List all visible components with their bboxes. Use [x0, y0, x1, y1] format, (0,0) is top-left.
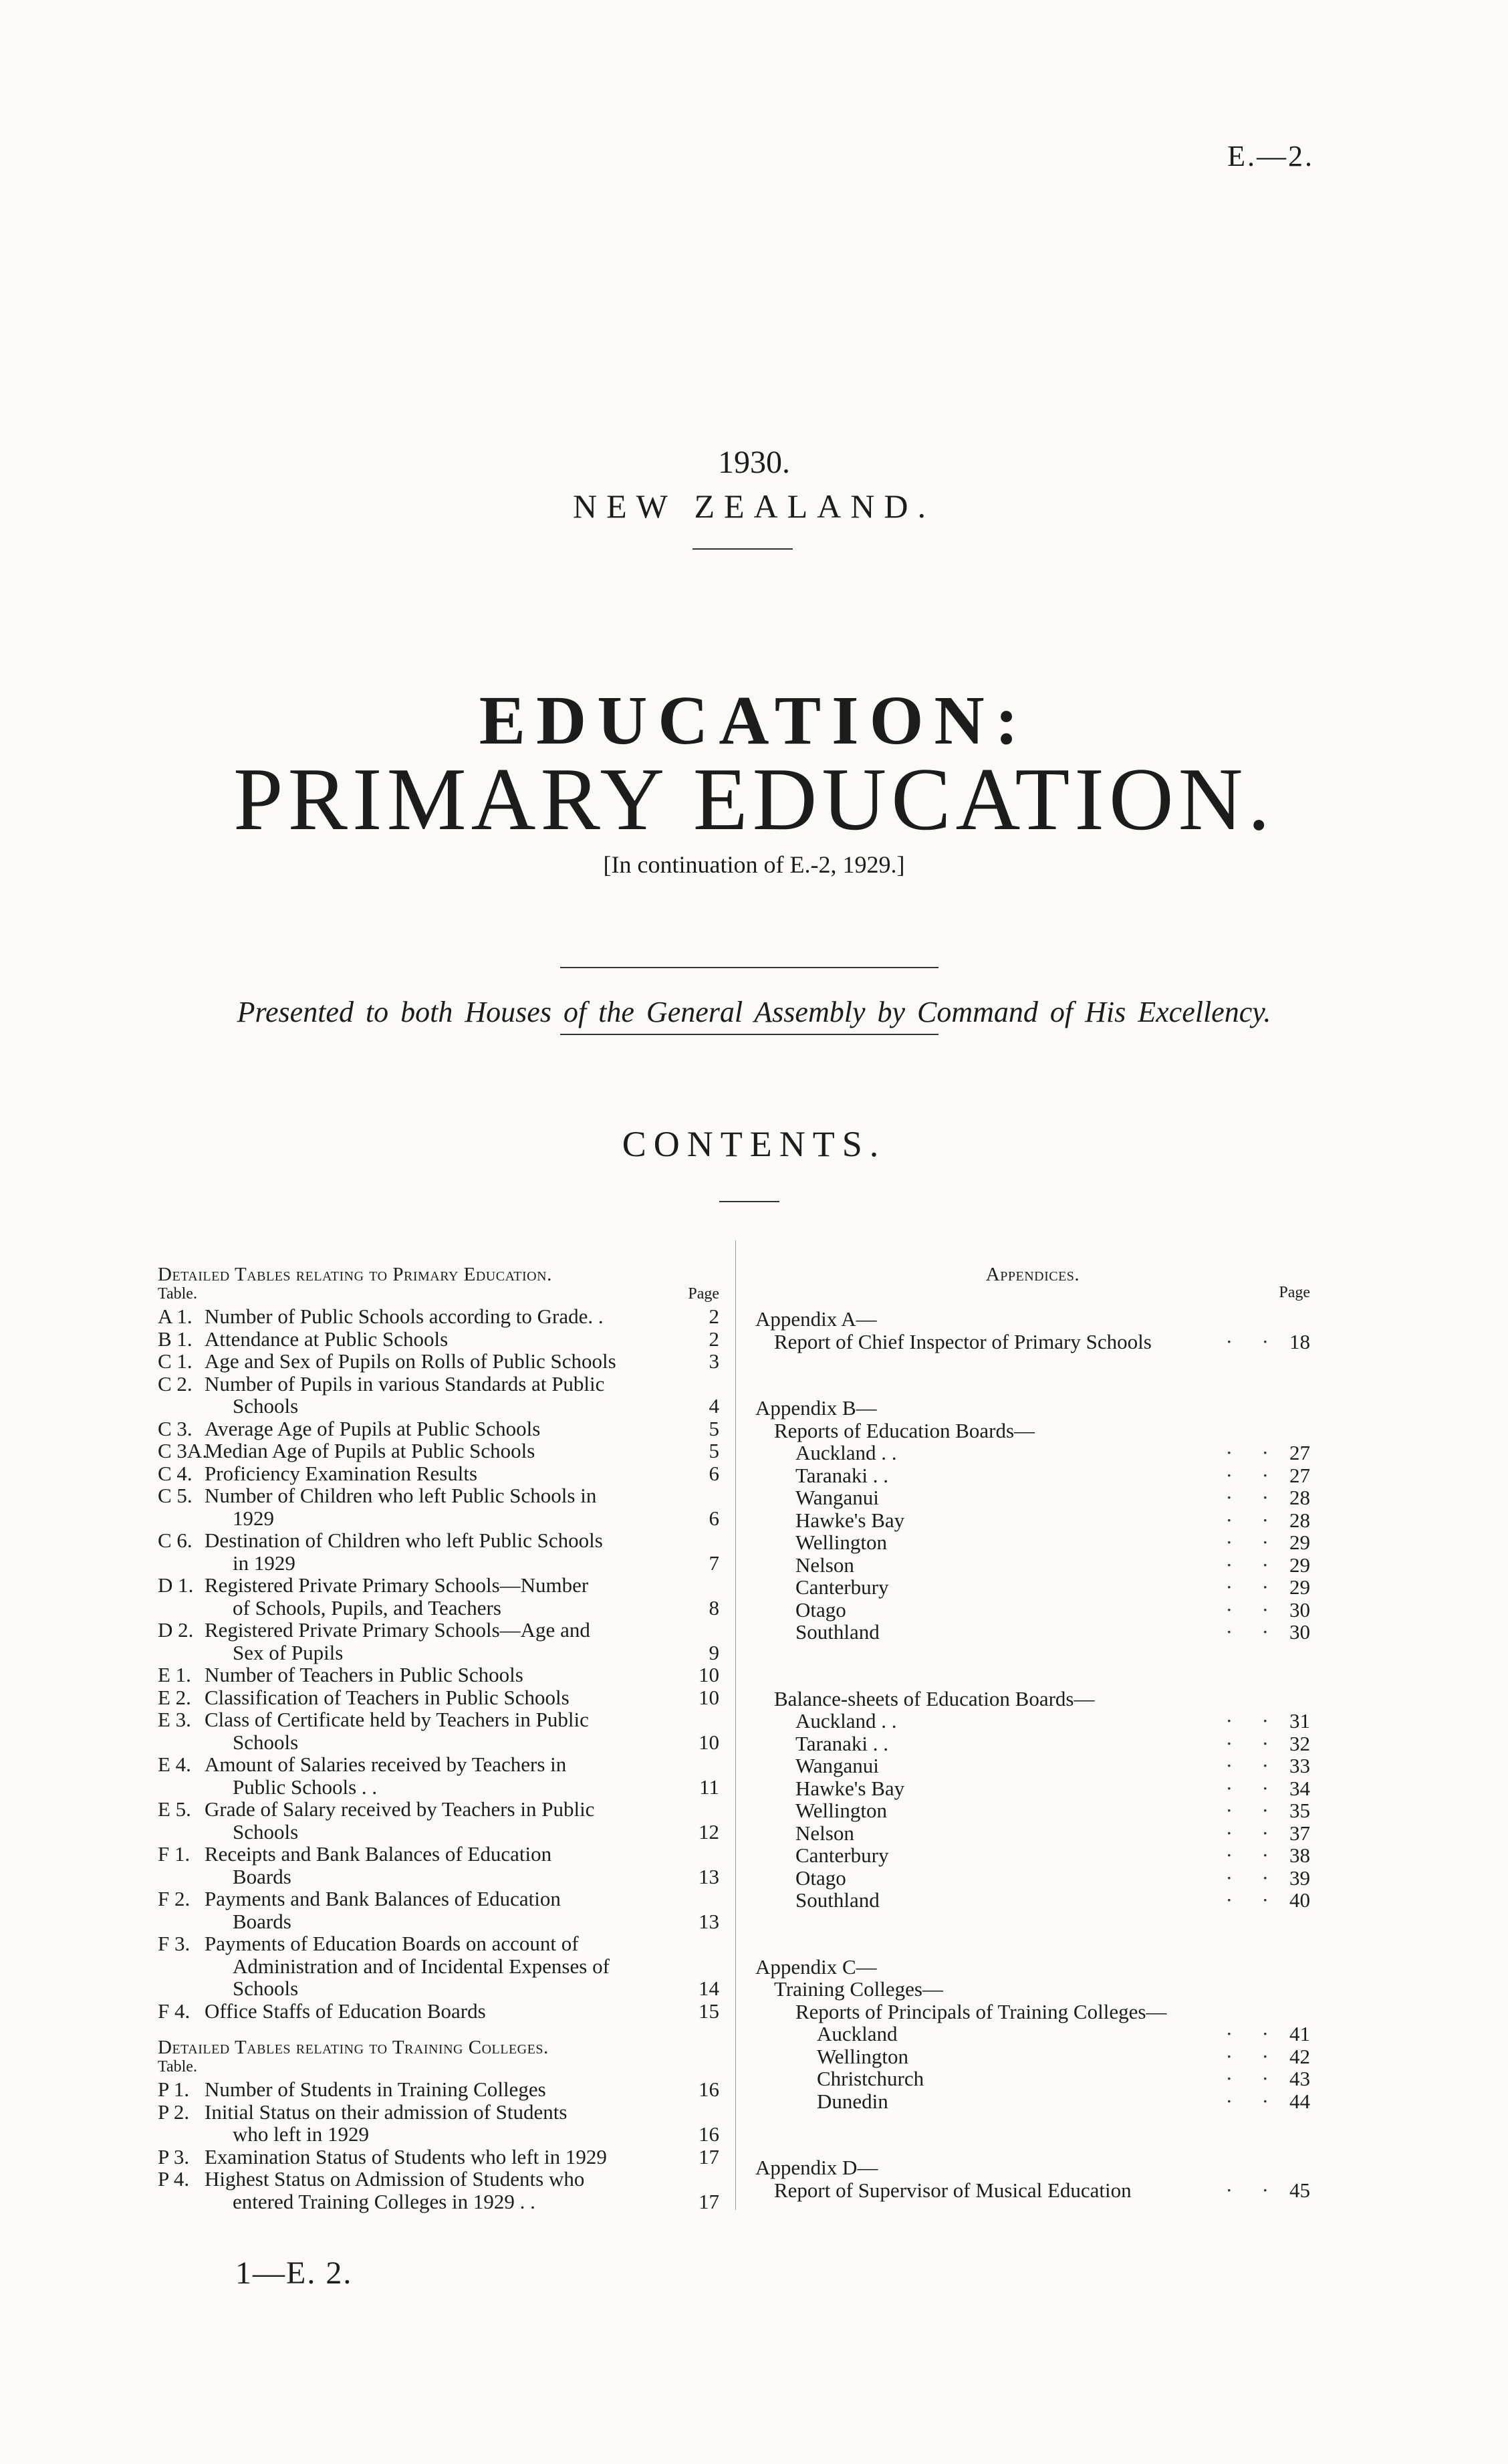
table-code: C 3.: [158, 1416, 193, 1440]
table-code: C 2.: [158, 1371, 193, 1395]
leader-dots: · ·: [1225, 1553, 1281, 1577]
page-label: Page: [1279, 1284, 1310, 1301]
table-row: [158, 1821, 719, 1843]
table-code: A 1.: [158, 1305, 193, 1328]
page-label: Page: [688, 1285, 719, 1303]
appendix-text: Wellington: [795, 1799, 887, 1822]
contents-heading: CONTENTS.: [622, 1124, 886, 1164]
page-number: 2: [709, 1305, 719, 1328]
table-row: [158, 1529, 719, 1552]
leader-dots: · ·: [1225, 1843, 1281, 1867]
table-title: entered Training Colleges in 1929 . .: [233, 2189, 535, 2213]
appendix-row: [755, 1331, 1310, 1353]
leader-dots: · ·: [1225, 1866, 1281, 1890]
table-row: [158, 1305, 719, 1328]
table-row: [158, 1328, 719, 1351]
page-number: 41: [1289, 2022, 1310, 2045]
section-title-training: Detailed Tables relating to Training Colleges.: [158, 2037, 549, 2058]
appendix-text: Report of Chief Inspector of Primary Schools: [774, 1329, 1152, 1353]
table-title: Registered Private Primary Schools—Age and: [205, 1618, 590, 1642]
appendix-text: Hawke's Bay: [795, 1508, 905, 1532]
page-number: 8: [709, 1595, 719, 1619]
leader-dots: · ·: [1225, 1508, 1281, 1532]
table-row: [158, 1866, 719, 1888]
table-row: [158, 1708, 719, 1731]
appendix-row: [755, 2067, 1310, 2090]
table-row: [158, 2000, 719, 2023]
leader-dots: · ·: [1225, 1620, 1281, 1644]
table-row: [158, 1686, 719, 1709]
table-title: Examination Status of Students who left in 1929: [205, 2144, 607, 2168]
leader-dots: · ·: [1225, 2089, 1281, 2113]
table-title: Boards: [233, 1864, 291, 1888]
table-code: E 2.: [158, 1685, 191, 1709]
divider: [560, 1034, 938, 1035]
appendix-text: Auckland . .: [795, 1709, 897, 1732]
table-title: Payments and Bank Balances of Education: [205, 1887, 561, 1910]
appendix-text: Christchurch: [817, 2067, 924, 2090]
table-row: [158, 1977, 719, 2000]
page-number: 13: [699, 1909, 719, 1933]
table-row: [158, 1843, 719, 1866]
table-title: Destination of Children who left Public Schools: [205, 1529, 603, 1552]
table-row: [158, 2123, 719, 2146]
appendix-text: Reports of Education Boards—: [774, 1418, 1035, 1442]
appendix-row: [755, 1397, 1310, 1420]
appendix-text: Reports of Principals of Training Colleges—: [795, 1999, 1167, 2023]
page-number: 30: [1289, 1597, 1310, 1621]
table-row: [158, 1484, 719, 1507]
leader-dots: · ·: [1225, 1463, 1281, 1487]
table-row: [158, 1597, 719, 1619]
page-number: 5: [709, 1416, 719, 1440]
table-row: [158, 1462, 719, 1485]
contents-right-column: [755, 1264, 1310, 2207]
page-number: 40: [1289, 1888, 1310, 1912]
table-title: Class of Certificate held by Teachers in Public: [205, 1708, 589, 1731]
table-title: 1929: [233, 1506, 274, 1530]
leader-dots: · ·: [1225, 1888, 1281, 1912]
page-number: 5: [709, 1439, 719, 1462]
table-title: Attendance at Public Schools: [205, 1327, 449, 1351]
table-code: F 3.: [158, 1932, 191, 1955]
appendix-text: Auckland . .: [795, 1441, 897, 1464]
page-number: 15: [699, 1999, 719, 2023]
leader-dots: · ·: [1225, 1597, 1281, 1621]
table-code: E 5.: [158, 1797, 191, 1821]
page-number: 44: [1289, 2089, 1310, 2113]
table-title: Number of Pupils in various Standards at Public: [205, 1371, 605, 1395]
appendix-text: Hawke's Bay: [795, 1776, 905, 1800]
country: NEW ZEALAND.: [573, 487, 935, 525]
page-number: 37: [1289, 1821, 1310, 1845]
page-number: 7: [709, 1551, 719, 1575]
table-code: F 1.: [158, 1842, 191, 1866]
table-row: [158, 1418, 719, 1440]
page-number: 29: [1289, 1553, 1310, 1577]
appendix-text: Otago: [795, 1597, 846, 1621]
table-title: Sex of Pupils: [233, 1640, 344, 1664]
appendix-row: [755, 1599, 1310, 1621]
leader-dots: · ·: [1225, 1441, 1281, 1464]
table-code: D 1.: [158, 1573, 194, 1597]
appendix-row: [755, 2045, 1310, 2068]
appendix-text: Nelson: [795, 1553, 854, 1577]
leader-dots: · ·: [1225, 2178, 1281, 2202]
appendix-text: Appendix C—: [755, 1954, 877, 1979]
page-number: 11: [699, 1775, 719, 1799]
table-title: Number of Children who left Public Schools in: [205, 1484, 597, 1507]
table-code: F 2.: [158, 1887, 191, 1910]
table-row: [158, 1619, 719, 1642]
table-row: [158, 1574, 719, 1597]
page-number: 42: [1289, 2044, 1310, 2068]
appendix-row: [755, 1799, 1310, 1822]
page-number: 10: [699, 1730, 719, 1754]
table-row: [158, 1507, 719, 1530]
table-row: [158, 1798, 719, 1821]
table-code: E 3.: [158, 1708, 191, 1731]
table-code: P 2.: [158, 2100, 190, 2124]
divider: [560, 967, 938, 968]
table-row: [158, 1395, 719, 1418]
table-row: [158, 2191, 719, 2213]
table-row: [158, 1552, 719, 1575]
appendix-text: Canterbury: [795, 1843, 889, 1867]
appendix-row: [755, 1822, 1310, 1845]
appendix-row: [755, 1464, 1310, 1487]
table-title: Number of Public Schools according to Grade. .: [205, 1305, 604, 1328]
table-code: C 5.: [158, 1484, 193, 1507]
page-number: 9: [709, 1640, 719, 1664]
appendix-text: Wanganui: [795, 1486, 879, 1509]
appendix-row: [755, 1509, 1310, 1532]
table-title: Number of Students in Training Colleges: [205, 2078, 546, 2101]
appendix-text: Dunedin: [817, 2089, 888, 2113]
page-number: 6: [709, 1461, 719, 1485]
table-row: [158, 1373, 719, 1395]
table-title: Median Age of Pupils at Public Schools: [205, 1439, 535, 1462]
page-number: 18: [1289, 1329, 1310, 1353]
table-code: C 3A.: [158, 1439, 208, 1462]
appendix-row: [755, 1732, 1310, 1755]
appendix-row: [755, 1442, 1310, 1464]
table-title: Boards: [233, 1909, 291, 1933]
leader-dots: · ·: [1225, 1799, 1281, 1822]
table-row: [158, 1664, 719, 1686]
appendix-text: Taranaki . .: [795, 1463, 888, 1487]
page-number: 30: [1289, 1620, 1310, 1644]
page-number: 10: [699, 1685, 719, 1709]
leader-dots: · ·: [1225, 1575, 1281, 1599]
table-row: [158, 2078, 719, 2101]
page-number: 34: [1289, 1776, 1310, 1800]
appendix-row: [755, 1420, 1310, 1442]
title-line-2: PRIMARY EDUCATION.: [233, 750, 1275, 849]
table-row: [158, 1776, 719, 1799]
year: 1930.: [718, 445, 790, 480]
page-number: 27: [1289, 1463, 1310, 1487]
table-row: [158, 1932, 719, 1955]
leader-dots: · ·: [1225, 1731, 1281, 1755]
leader-dots: · ·: [1225, 2044, 1281, 2068]
title-line-1: EDUCATION:: [479, 682, 1029, 759]
leader-dots: · ·: [1225, 1821, 1281, 1845]
page-number: 35: [1289, 1799, 1310, 1822]
table-title: of Schools, Pupils, and Teachers: [233, 1595, 501, 1619]
page-number: 16: [699, 2122, 719, 2146]
table-title: Receipts and Bank Balances of Education: [205, 1842, 552, 1866]
page-number: 10: [699, 1663, 719, 1686]
leader-dots: · ·: [1225, 1709, 1281, 1732]
table-title: Schools: [233, 1730, 299, 1754]
section-title-primary: Detailed Tables relating to Primary Education.: [158, 1264, 552, 1285]
page-signature: 1—E. 2.: [235, 2255, 353, 2291]
table-title: who left in 1929: [233, 2122, 370, 2146]
appendix-text: Canterbury: [795, 1575, 889, 1599]
appendix-row: [755, 2090, 1310, 2113]
leader-dots: · ·: [1225, 1329, 1281, 1353]
leader-dots: · ·: [1225, 2067, 1281, 2090]
table-title: Number of Teachers in Public Schools: [205, 1663, 523, 1686]
appendix-row: [755, 1688, 1310, 1710]
appendix-text: Appendix A—: [755, 1307, 877, 1331]
table-row: [158, 1955, 719, 1978]
table-row: [158, 2101, 719, 2124]
leader-dots: · ·: [1225, 1776, 1281, 1800]
page-number: 13: [699, 1864, 719, 1888]
appendix-row: [755, 1755, 1310, 1777]
appendix-text: Wellington: [795, 1531, 887, 1554]
table-title: Average Age of Pupils at Public Schools: [205, 1416, 541, 1440]
table-code: D 2.: [158, 1618, 194, 1642]
appendix-text: Appendix B—: [755, 1396, 877, 1420]
page-number: 16: [699, 2078, 719, 2101]
table-code: C 6.: [158, 1529, 193, 1552]
table-code: E 4.: [158, 1753, 191, 1776]
table-row: [158, 1910, 719, 1933]
table-title: Registered Private Primary Schools—Number: [205, 1573, 589, 1597]
table-row: [158, 1440, 719, 1462]
appendix-row: [755, 2023, 1310, 2045]
table-title: Grade of Salary received by Teachers in Public: [205, 1797, 595, 1821]
page-number: 43: [1289, 2067, 1310, 2090]
leader-dots: · ·: [1225, 1486, 1281, 1509]
table-title: Schools: [233, 1977, 299, 2000]
table-row: [158, 1753, 719, 1776]
table-code: P 3.: [158, 2144, 190, 2168]
page-number: 4: [709, 1394, 719, 1418]
page-number: 33: [1289, 1754, 1310, 1777]
appendix-text: Nelson: [795, 1821, 854, 1845]
table-row: [158, 1642, 719, 1664]
presented-line: Presented to both Houses of the General Assembly by Command of His Excellency.: [237, 996, 1271, 1028]
appendix-row: [755, 1621, 1310, 1644]
continuation-note: [In continuation of E.-2, 1929.]: [603, 851, 905, 878]
page-number: 32: [1289, 1731, 1310, 1755]
table-title: Office Staffs of Education Boards: [205, 1999, 486, 2023]
appendix-row: [755, 2156, 1310, 2179]
leader-dots: · ·: [1225, 1531, 1281, 1554]
appendix-text: Appendix D—: [755, 2156, 878, 2179]
page-number: 45: [1289, 2178, 1310, 2202]
page-number: 27: [1289, 1441, 1310, 1464]
appendix-text: Wellington: [817, 2044, 908, 2068]
table-code: F 4.: [158, 1999, 191, 2023]
table-title: Highest Status on Admission of Students who: [205, 2167, 585, 2191]
page-number: 29: [1289, 1531, 1310, 1554]
table-title: Payments of Education Boards on account of: [205, 1932, 579, 1955]
table-title: Schools: [233, 1394, 299, 1418]
table-title: Age and Sex of Pupils on Rolls of Public Schools: [205, 1349, 616, 1373]
appendix-row: [755, 1576, 1310, 1599]
table-title: Public Schools . .: [233, 1775, 378, 1799]
appendix-row: [755, 2001, 1310, 2023]
table-title: Amount of Salaries received by Teachers in: [205, 1753, 567, 1776]
page-number: 12: [699, 1819, 719, 1843]
table-title: Schools: [233, 1819, 299, 1843]
table-label: Table.: [158, 1285, 197, 1303]
table-title: in 1929: [233, 1551, 295, 1575]
column-divider: [735, 1240, 736, 2210]
appendix-row: [755, 1978, 1310, 2001]
page-number: 17: [699, 2144, 719, 2168]
appendix-row: [755, 2179, 1310, 2202]
table-label: Table.: [158, 2058, 197, 2076]
appendix-text: Taranaki . .: [795, 1731, 888, 1755]
page-number: 6: [709, 1506, 719, 1530]
page-number: 14: [699, 1977, 719, 2000]
appendix-row: [755, 1710, 1310, 1732]
page-number: 28: [1289, 1486, 1310, 1509]
appendix-text: Southland: [795, 1888, 880, 1912]
appendix-row: [755, 1844, 1310, 1867]
page-number: 28: [1289, 1508, 1310, 1532]
table-title: Classification of Teachers in Public Schools: [205, 1685, 570, 1709]
table-title: Proficiency Examination Results: [205, 1461, 478, 1485]
appendix-row: [755, 1486, 1310, 1509]
appendix-row: [755, 1867, 1310, 1890]
document-code: E.—2.: [1227, 140, 1314, 173]
table-code: B 1.: [158, 1327, 193, 1351]
leader-dots: · ·: [1225, 2022, 1281, 2045]
page-number: 17: [699, 2189, 719, 2213]
appendix-row: [755, 1956, 1310, 1979]
appendix-text: Otago: [795, 1866, 846, 1890]
contents-left-column: [158, 1264, 719, 2213]
table-code: P 1.: [158, 2078, 190, 2101]
table-row: [158, 1731, 719, 1754]
appendix-text: Report of Supervisor of Musical Education: [774, 2178, 1132, 2202]
page-number: 38: [1289, 1843, 1310, 1867]
page-number: 39: [1289, 1866, 1310, 1890]
table-code: P 4.: [158, 2167, 190, 2191]
table-row: [158, 1888, 719, 1910]
appendix-text: Balance-sheets of Education Boards—: [774, 1686, 1095, 1710]
table-row: [158, 2146, 719, 2168]
table-row: [158, 1350, 719, 1373]
appendix-row: [755, 1554, 1310, 1577]
appendix-text: Auckland: [817, 2022, 898, 2045]
page-number: 29: [1289, 1575, 1310, 1599]
table-title: Administration and of Incidental Expenses of: [233, 1954, 610, 1978]
page-number: 3: [709, 1349, 719, 1373]
appendix-row: [755, 1531, 1310, 1554]
table-title: Initial Status on their admission of Students: [205, 2100, 568, 2124]
table-code: E 1.: [158, 1663, 191, 1686]
page-number: 2: [709, 1327, 719, 1351]
page-number: 31: [1289, 1709, 1310, 1732]
appendices-title: Appendices.: [985, 1264, 1080, 1285]
divider: [719, 1201, 779, 1202]
table-row: [158, 2168, 719, 2191]
appendix-row: [755, 1889, 1310, 1912]
table-code: C 1.: [158, 1349, 193, 1373]
appendix-text: Wanganui: [795, 1754, 879, 1777]
leader-dots: · ·: [1225, 1754, 1281, 1777]
appendix-text: Southland: [795, 1620, 880, 1644]
appendix-row: [755, 1777, 1310, 1800]
divider: [693, 548, 793, 550]
appendix-text: Training Colleges—: [774, 1977, 943, 2001]
appendix-row: [755, 1308, 1310, 1331]
table-code: C 4.: [158, 1461, 193, 1485]
